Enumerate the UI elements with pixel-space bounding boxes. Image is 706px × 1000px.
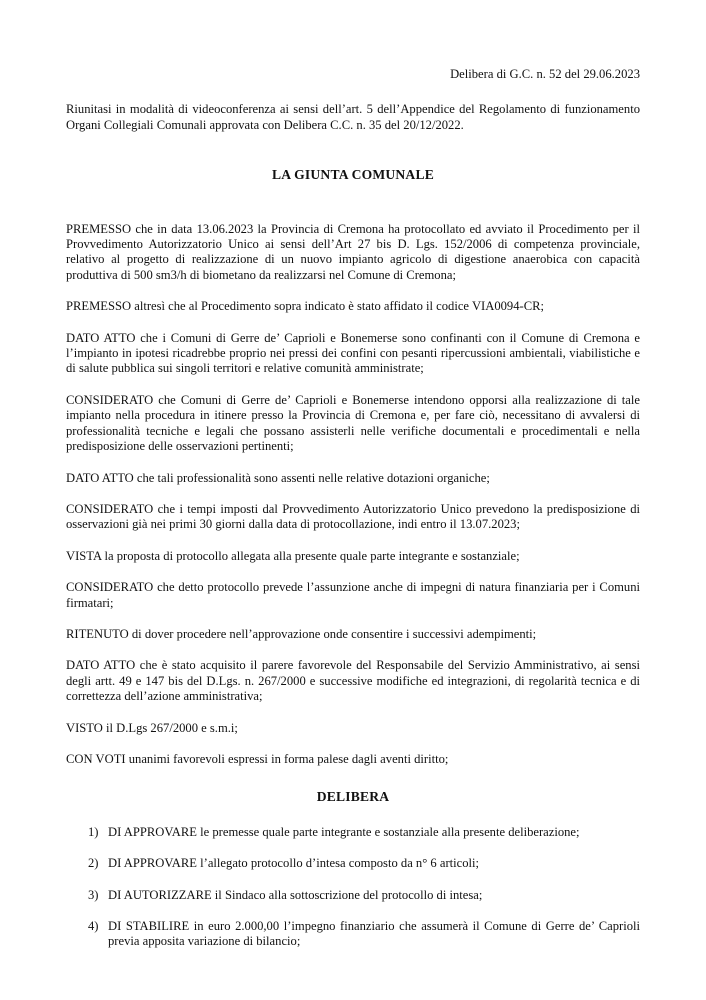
list-item-number: 1) [88, 824, 99, 839]
list-item [66, 856, 640, 871]
intro-paragraph: Riunitasi in modalità di videoconferenza ai sensi dell’art. 5 dell’Appendice del Regolamento di funzionamento Organi Collegiali Comunali approvata con Delibera C.C. n. 35 del 20/12/2022. [66, 102, 640, 132]
paragraph-con-voti: CON VOTI unanimi favorevoli espressi in forma palese dagli aventi diritto; [66, 751, 449, 766]
paragraph-premesso-2: PREMESSO altresì che al Procedimento sopra indicato è stato affidato il codice VIA0094-CR; [66, 299, 545, 314]
list-item-number: 4) [88, 919, 99, 933]
paragraph-ritenuto: RITENUTO di dover procedere nell’approvazione onde consentire i successivi adempimenti; [66, 626, 537, 641]
paragraph-dato-atto-3: DATO ATTO che è stato acquisito il parere favorevole del Responsabile del Servizio Amministrativo, ai sensi degli artt. 49 e 147 bis del D.Lgs. n. 267/2000 e successive modifiche ed integrazioni, di regolarità tecnica e di correttezza dell’azione amministrativa; [66, 658, 640, 704]
paragraph-dato-atto-1: DATO ATTO che i Comuni di Gerre de’ Caprioli e Bonemerse sono confinanti con il Comune di Cremona e l’impianto in ipotesi ricadrebbe proprio nei pressi dei confini con pesanti ripercussioni ambientali, viabilistiche e di salute pubblica sui singoli territori e relative comunità amministrate; [66, 330, 640, 376]
premesse-section [66, 222, 640, 768]
paragraph-considerato-2: CONSIDERATO che i tempi imposti dal Provvedimento Autorizzatorio Unico prevedono la predisposizione di osservazioni già nei primi 30 giorni dalla data di protocollazione, indi entro il 13.07.2023; [66, 501, 640, 532]
paragraph-considerato-1: CONSIDERATO che Comuni di Gerre de’ Caprioli e Bonemerse intendono opporsi alla realizzazione di tale impianto nella procedura in itinere presso la Provincia di Cremona e, per fare ciò, necessitano di avvalersi di professionalità tecniche e legali che possano assisterli nelle verifiche documentali e procedimentali e nella predisposizione delle osservazioni pertinenti; [66, 392, 640, 454]
giunta-heading: LA GIUNTA COMUNALE [272, 167, 434, 183]
list-item-text: DI STABILIRE in euro 2.000,00 l’impegno finanziario che assumerà il Comune di Gerre de’ Caprioli previa apposita variazione di bilancio; [108, 919, 640, 949]
list-item [66, 825, 640, 840]
list-item-text: DI APPROVARE le premesse quale parte integrante e sostanziale alla presente deliberazione; [108, 824, 580, 839]
list-item [66, 888, 640, 903]
list-item-text: DI AUTORIZZARE il Sindaco alla sottoscrizione del protocollo di intesa; [108, 887, 483, 902]
paragraph-dato-atto-2: DATO ATTO che tali professionalità sono assenti nelle relative dotazioni organiche; [66, 470, 490, 485]
paragraph-premesso-1: PREMESSO che in data 13.06.2023 la Provincia di Cremona ha protocollato ed avviato il Procedimento per il Provvedimento Autorizzatorio Unico ai sensi dell’Art 27 bis D. Lgs. 152/2006 di competenza provinciale, relativo al progetto di realizzazione di un nuovo impianto agricolo di digestione anaerobica con capacità produttiva di 500 sm3/h di biometano da realizzarsi nel Comune di Cremona; [66, 221, 640, 282]
delibera-reference: Delibera di G.C. n. 52 del 29.06.2023 [450, 67, 640, 81]
list-item-text: DI APPROVARE l’allegato protocollo d’intesa composto da n° 6 articoli; [108, 856, 480, 871]
delibera-heading: DELIBERA [316, 789, 390, 805]
paragraph-visto: VISTO il D.Lgs 267/2000 e s.m.i; [66, 720, 238, 735]
paragraph-considerato-3: CONSIDERATO che detto protocollo prevede l’assunzione anche di impegni di natura finanziaria per i Comuni firmatari; [66, 580, 640, 610]
list-item-number: 3) [88, 887, 99, 902]
list-item-number: 2) [88, 856, 99, 871]
delibera-list [66, 825, 640, 950]
document-page [66, 67, 640, 966]
list-item [66, 919, 640, 950]
paragraph-vista: VISTA la proposta di protocollo allegata alla presente quale parte integrante e sostanziale; [66, 548, 520, 563]
